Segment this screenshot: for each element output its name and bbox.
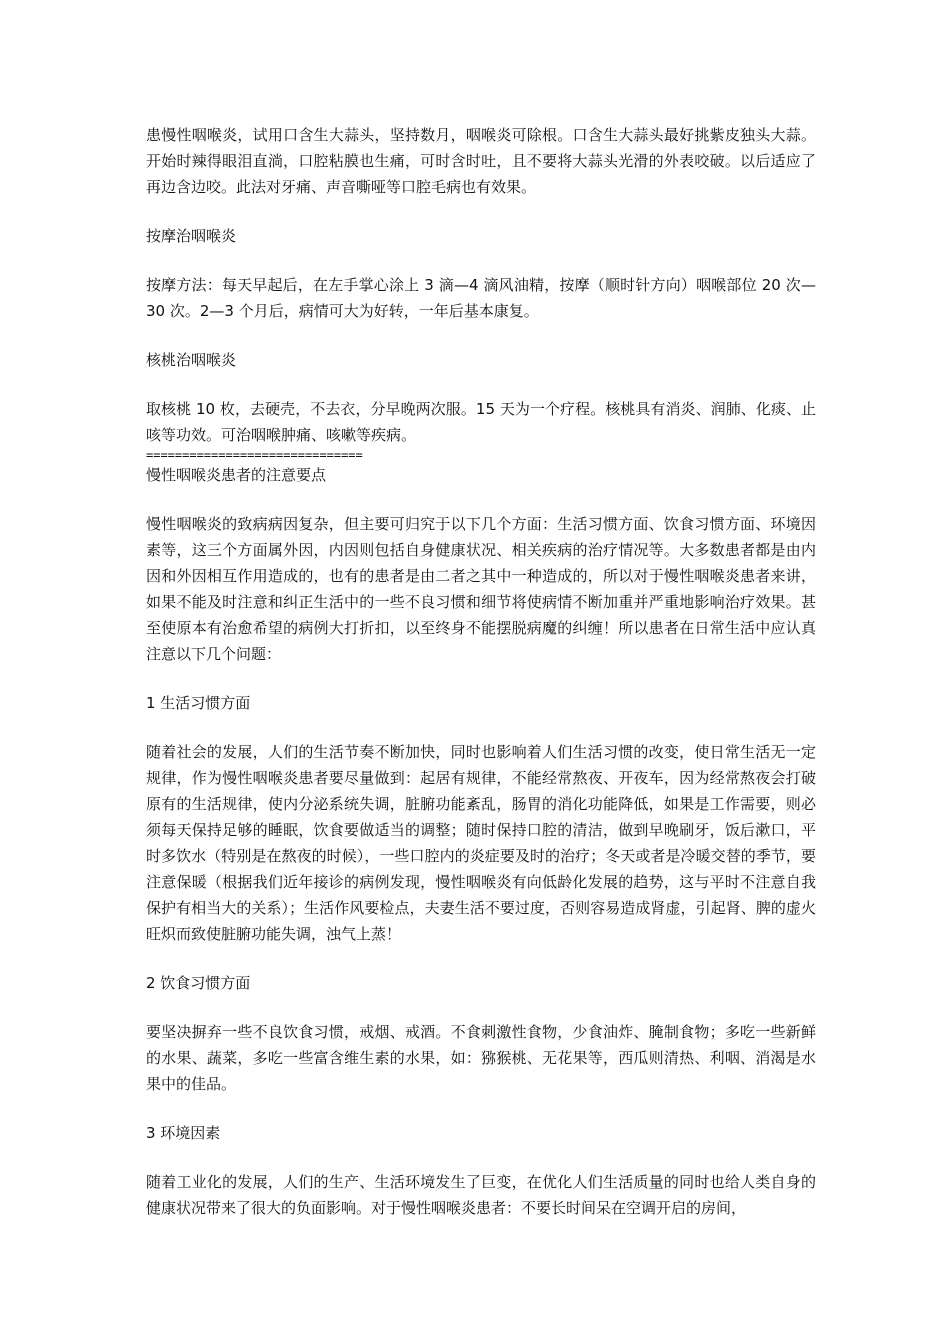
environment-heading: 3 环境因素: [146, 1124, 221, 1142]
garlic-paragraph: 患慢性咽喉炎，试用口含生大蒜头，坚持数月，咽喉炎可除根。口含生大蒜头最好挑紫皮独头大蒜。开始时辣得眼泪直淌，口腔粘膜也生痛，可时含时吐，且不要将大蒜头光滑的外表咬破。以后适应了再边含边咬。此法对牙痛、声音嘶哑等口腔毛病也有效果。: [146, 126, 816, 196]
notes-heading: 慢性咽喉炎患者的注意要点: [146, 466, 327, 484]
divider-line: ==============================: [146, 448, 363, 462]
notes-paragraph: 慢性咽喉炎的致病病因复杂，但主要可归究于以下几个方面：生活习惯方面、饮食习惯方面、环境因素等，这三个方面属外因，内因则包括自身健康状况、相关疾病的治疗情况等。大多数患者都是由内因和外因相互作用造成的，也有的患者是由二者之其中一种造成的，所以对于慢性咽喉炎患者来讲，如果不能及时注意和纠正生活中的一些不良习惯和细节将使病情不断加重并严重地影响治疗效果。甚至使原本有治愈希望的病例大打折扣，以至终身不能摆脱病魔的纠缠！所以患者在日常生活中应认真注意以下几个问题：: [146, 515, 816, 663]
walnut-paragraph: 取核桃 10 枚，去硬壳，不去衣，分早晚两次服。15 天为一个疗程。核桃具有消炎、润肺、化痰、止咳等功效。可治咽喉肿痛、咳嗽等疾病。: [146, 400, 816, 444]
diet-habits-paragraph: 要坚决摒弃一些不良饮食习惯，戒烟、戒酒。不食刺激性食物，少食油炸、腌制食物；多吃一些新鲜的水果、蔬菜，多吃一些富含维生素的水果，如：猕猴桃、无花果等，西瓜则清热、利咽、消渴是水果中的佳品。: [146, 1023, 816, 1093]
massage-heading: 按摩治咽喉炎: [146, 227, 237, 245]
walnut-heading: 核桃治咽喉炎: [146, 351, 237, 369]
document-page: [146, 122, 816, 1221]
massage-paragraph: 按摩方法：每天早起后，在左手掌心涂上 3 滴—4 滴风油精，按摩（顺时针方向）咽喉部位 20 次—30 次。2—3 个月后，病情可大为好转，一年后基本康复。: [146, 276, 816, 320]
life-habits-heading: 1 生活习惯方面: [146, 694, 251, 712]
life-habits-paragraph: 随着社会的发展，人们的生活节奏不断加快，同时也影响着人们生活习惯的改变，使日常生活无一定规律，作为慢性咽喉炎患者要尽量做到：起居有规律，不能经常熬夜、开夜车，因为经常熬夜会打破原有的生活规律，使内分泌系统失调，脏腑功能紊乱，肠胃的消化功能降低，如果是工作需要，则必须每天保持足够的睡眠，饮食要做适当的调整；随时保持口腔的清洁，做到早晚刷牙，饭后漱口，平时多饮水（特别是在熬夜的时候），一些口腔内的炎症要及时的治疗；冬天或者是冷暖交替的季节，要注意保暖（根据我们近年接诊的病例发现，慢性咽喉炎有向低龄化发展的趋势，这与平时不注意自我保护有相当大的关系）；生活作风要检点，夫妻生活不要过度，否则容易造成肾虚，引起肾、脾的虚火旺炽而致使脏腑功能失调，浊气上蒸！: [146, 743, 816, 943]
diet-habits-heading: 2 饮食习惯方面: [146, 974, 251, 992]
environment-paragraph: 随着工业化的发展，人们的生产、生活环境发生了巨变，在优化人们生活质量的同时也给人类自身的健康状况带来了很大的负面影响。对于慢性咽喉炎患者：不要长时间呆在空调开启的房间，: [146, 1173, 816, 1217]
